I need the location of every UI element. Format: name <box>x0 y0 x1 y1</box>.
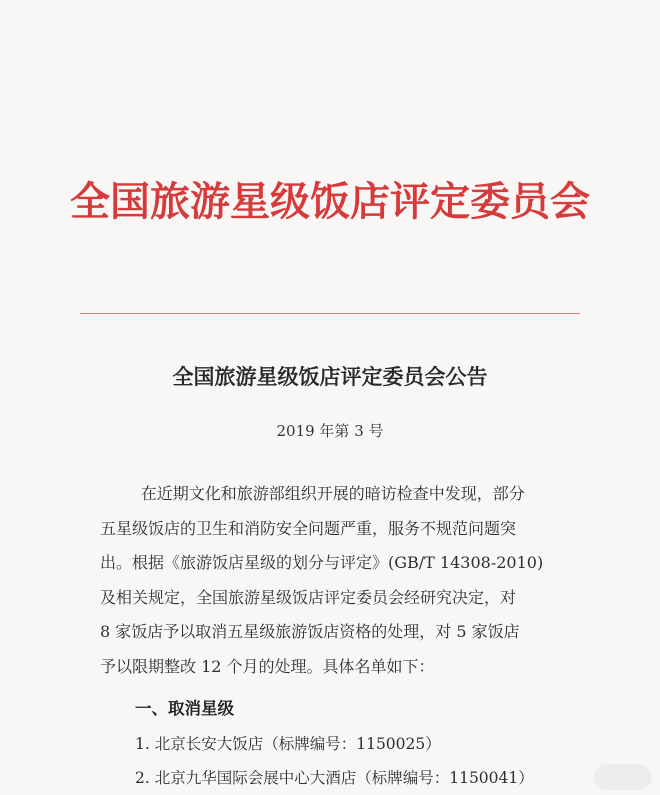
organization-letterhead: 全国旅游星级饭店评定委员会 <box>70 178 590 225</box>
notice-number: 2019 年第 3 号 <box>276 422 384 440</box>
page-corner-mark <box>594 764 652 790</box>
list-item: 2. 北京九华国际会展中心大酒店（标牌编号：1150041） <box>135 769 534 787</box>
body-line: 在近期文化和旅游部组织开展的暗访检查中发现，部分 <box>100 484 525 503</box>
letterhead-divider <box>80 313 580 314</box>
body-line: 及相关规定，全国旅游星级饭店评定委员会经研究决定，对 <box>100 587 517 607</box>
body-paragraph <box>100 477 582 684</box>
list-item: 1. 北京长安大饭店（标牌编号：1150025） <box>135 735 441 753</box>
body-line: 五星级饭店的卫生和消防安全问题严重，服务不规范问题突 <box>100 518 517 538</box>
body-line: 出。根据《旅游饭店星级的划分与评定》(GB/T 14308-2010) <box>100 553 544 572</box>
notice-title: 全国旅游星级饭店评定委员会公告 <box>172 364 488 389</box>
section-heading: 一、取消星级 <box>135 699 234 718</box>
body-line: 予以限期整改 12 个月的处理。具体名单如下： <box>100 656 435 676</box>
body-line: 8 家饭店予以取消五星级旅游饭店资格的处理，对 5 家饭店 <box>100 622 520 641</box>
